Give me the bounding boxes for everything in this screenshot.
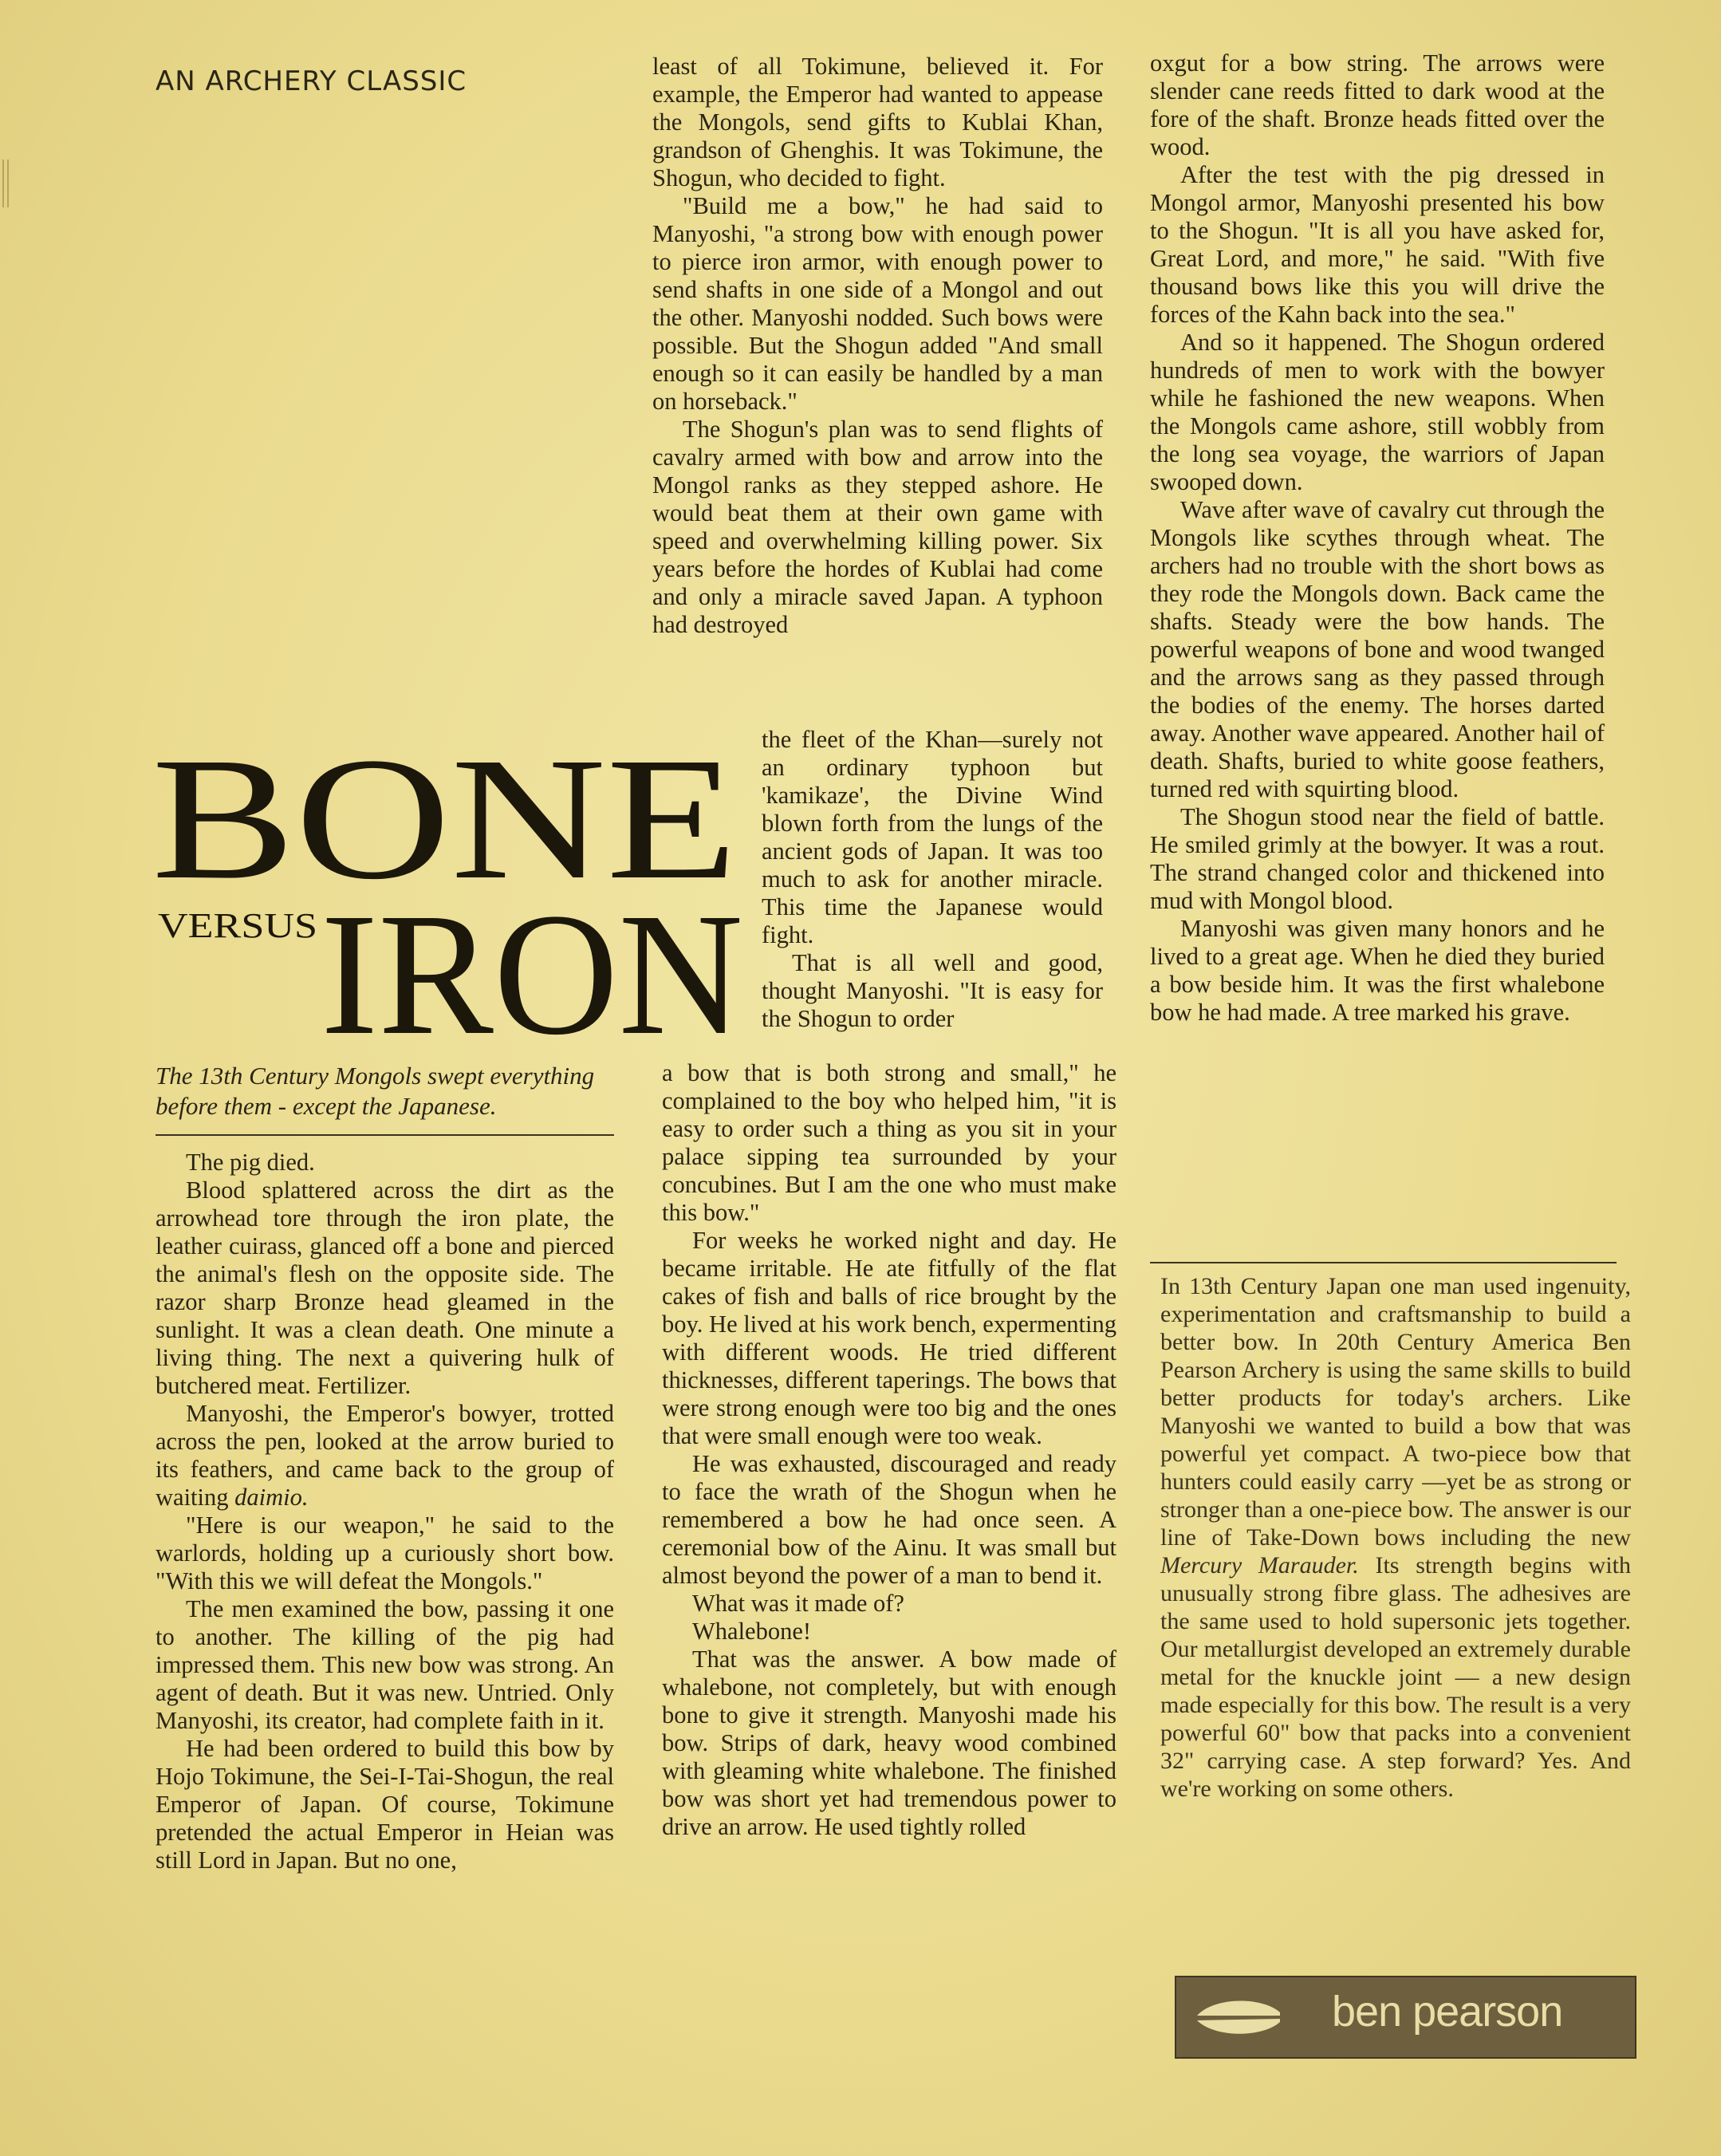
paragraph: least of all Tokimune, believed it. For example, the Emperor had wanted to appease the Mongols, send gifts to Kublai Khan, grandson of Ghenghis. It was Tokimune, the Shogun, who decided to fight. — [652, 53, 1103, 191]
paragraph: The Shogun stood near the field of battle. He smiled grimly at the bowyer. It was a rout. The strand changed color and thickened into mud with Mongol blood. — [1150, 803, 1605, 914]
paragraph: The men examined the bow, passing it one to another. The killing of the pig had impressed them. This new bow was strong. An agent of death. But it was new. Untried. Only Manyoshi, its creator, had complete faith in it. — [156, 1595, 614, 1734]
ad-paragraph — [1160, 1272, 1631, 1803]
paragraph: a bow that is both strong and small," he complained to the boy who helped him, "it is easy to order such a thing as you sit in your palace sipping tea surrounded by your concubines. But I am the one who must make this bow." — [662, 1059, 1116, 1226]
paragraph: He was exhausted, discouraged and ready to face the wrath of the Shogun when he remembered a bow he had once seen. A ceremonial bow of the Ainu. It was small but almost beyond the power of a man to bend it. — [662, 1450, 1116, 1589]
paragraph — [156, 1400, 614, 1512]
paragraph-text: Manyoshi, the Emperor's bowyer, trotted across the pen, looked at the arrow buried to its feathers, and came back to the group of waiting — [156, 1400, 614, 1511]
paragraph: "Here is our weapon," he said to the warlords, holding up a curiously short bow. "With this we will defeat the Mongols." — [156, 1512, 614, 1594]
ad-text: In 13th Century Japan one man used ingenuity, experimentation and craftsmanship to build a better bow. In 20th Century America Ben Pearson Archery is using the same skills to build better products for today's archers. Like Manyoshi we wanted to build a bow that was powerful yet compact. A two-piece bow that hunters could easily carry —yet be as strong or stronger than a one-piece bow. The answer is our line of Take-Down bows including the new — [1160, 1273, 1631, 1551]
daimio-word: daimio. — [234, 1484, 309, 1511]
paragraph: Whalebone! — [692, 1618, 812, 1645]
paragraph: That was the answer. A bow made of whalebone, not completely, but with enough bone to give it strength. Manyoshi made his bow. Strips of dark, heavy wood combined with gleaming white whalebone. The finished bow was short yet had tremendous power to drive an arrow. He used tightly rolled — [662, 1646, 1116, 1840]
bow-emblem-icon — [1191, 1992, 1286, 2043]
paragraph: The pig died. — [186, 1149, 315, 1176]
ad-copy — [1160, 1272, 1631, 1803]
paragraph: He had been ordered to build this bow by Hojo Tokimune, the Sei-I-Tai-Shogun, the real Emperor of Japan. Of course, Tokimune pretended the actual Emperor in Heian was still Lord in Japan. But no one, — [156, 1735, 614, 1874]
ad-text: Its strength begins with unusually strong fibre glass. The adhesives are the same used to hold supersonic jets together. Our metallurgist developed an extremely durable metal for the knuckle joint — a new design made especially for this bow. The result is a very powerful 60" bow that packs into a convenient 32" carrying case. A step forward? Yes. And we're working on some others. — [1160, 1552, 1631, 1802]
article-column-2a — [652, 53, 1103, 639]
paragraph: For weeks he worked night and day. He became irritable. He ate fitfully of the flat cakes of fish and balls of rice brought by the boy. He lived at his work bench, expermenting with different woods. He tried different thicknesses, different taperings. The bows that were strong enough were too big and the ones that were small enough were too weak. — [662, 1227, 1116, 1449]
headline-iron: IRON — [321, 877, 743, 1057]
paragraph: The Shogun's plan was to send flights of cavalry armed with bow and arrow into the Mongol ranks as they stepped ashore. He would beat them at their own game with speed and overwhelming killing power. Six years before the hordes of Kublai had come and only a miracle saved Japan. A typhoon had destroyed — [652, 416, 1103, 638]
divider — [156, 1134, 614, 1136]
paragraph: After the test with the pig dressed in Mongol armor, Manyoshi presented his bow to the Shogun. "It is all you have asked for, Great Lord, and more," he said. "With five thousand bows like this you will drive the forces of the Kahn back into the sea." — [1150, 161, 1605, 328]
article-column-3 — [1150, 49, 1605, 1027]
headline — [152, 738, 746, 1057]
paragraph: Blood splattered across the dirt as the arrowhead tore through the iron plate, the leather cuirass, glanced off a bone and pierced the animal's flesh on the opposite side. The razor sharp Bronze head gleamed in the sunlight. It was a clean death. One minute a living thing. The next a quivering hulk of butchered meat. Fertilizer. — [156, 1177, 614, 1399]
logo-text: ben pearson — [1332, 1988, 1563, 2036]
headline-bone: BONE — [152, 738, 738, 916]
paragraph: Manyoshi was given many honors and he lived to a great age. When he died they buried a bow beside him. It was the first whalebone bow he had made. A tree marked his grave. — [1150, 915, 1605, 1026]
product-name: Mercury Marauder. — [1160, 1552, 1359, 1579]
headline-versus: VERSUS — [158, 906, 317, 945]
binding-marks — [0, 160, 11, 207]
paragraph: And so it happened. The Shogun ordered hundreds of men to work with the bowyer while he fashioned the new weapons. When the Mongols came ashore, still wobbly from the long sea voyage, the warriors of Japan swooped down. — [1150, 329, 1605, 495]
paragraph: "Build me a bow," he had said to Manyoshi, "a strong bow with enough power to pierce iron armor, with enough power to send shafts in one side of a Mongol and out the other. Manyoshi nodded. Such bows were possible. But the Shogun added "And small enough so it can easily be handled by a man on horseback." — [652, 192, 1103, 415]
paragraph: the fleet of the Khan—surely not an ordinary typhoon but 'kamikaze', the Divine Wind blown forth from the lungs of the ancient gods of Japan. It was too much to ask for another miracle. This time the Japanese would fight. — [762, 726, 1103, 948]
article-column-2b — [762, 726, 1103, 1033]
paragraph: What was it made of? — [692, 1590, 904, 1617]
paragraph: oxgut for a bow string. The arrows were slender cane reeds fitted to dark wood at the fore of the shaft. Bronze heads fitted over the wood. — [1150, 49, 1605, 160]
article-column-2c — [662, 1059, 1116, 1841]
kicker-label: AN ARCHERY CLASSIC — [156, 65, 467, 97]
divider — [1150, 1262, 1617, 1263]
article-column-1 — [156, 1149, 614, 1874]
paragraph: Wave after wave of cavalry cut through the Mongols like scythes through wheat. The archers had no trouble with the short bows as they rode the Mongols down. Back came the shafts. Steady were the bow hands. The powerful weapons of bone and wood twanged and the arrows sang as they passed through the bodies of the enemy. The horses darted away. Another wave appeared. Another hail of death. Shafts, buried to white goose feathers, turned red with squirting blood. — [1150, 496, 1605, 802]
ben-pearson-logo — [1175, 1976, 1636, 2059]
subhead: The 13th Century Mongols swept everything before them - except the Japanese. — [156, 1062, 595, 1120]
paragraph: That is all well and good, thought Manyoshi. "It is easy for the Shogun to order — [762, 949, 1103, 1032]
